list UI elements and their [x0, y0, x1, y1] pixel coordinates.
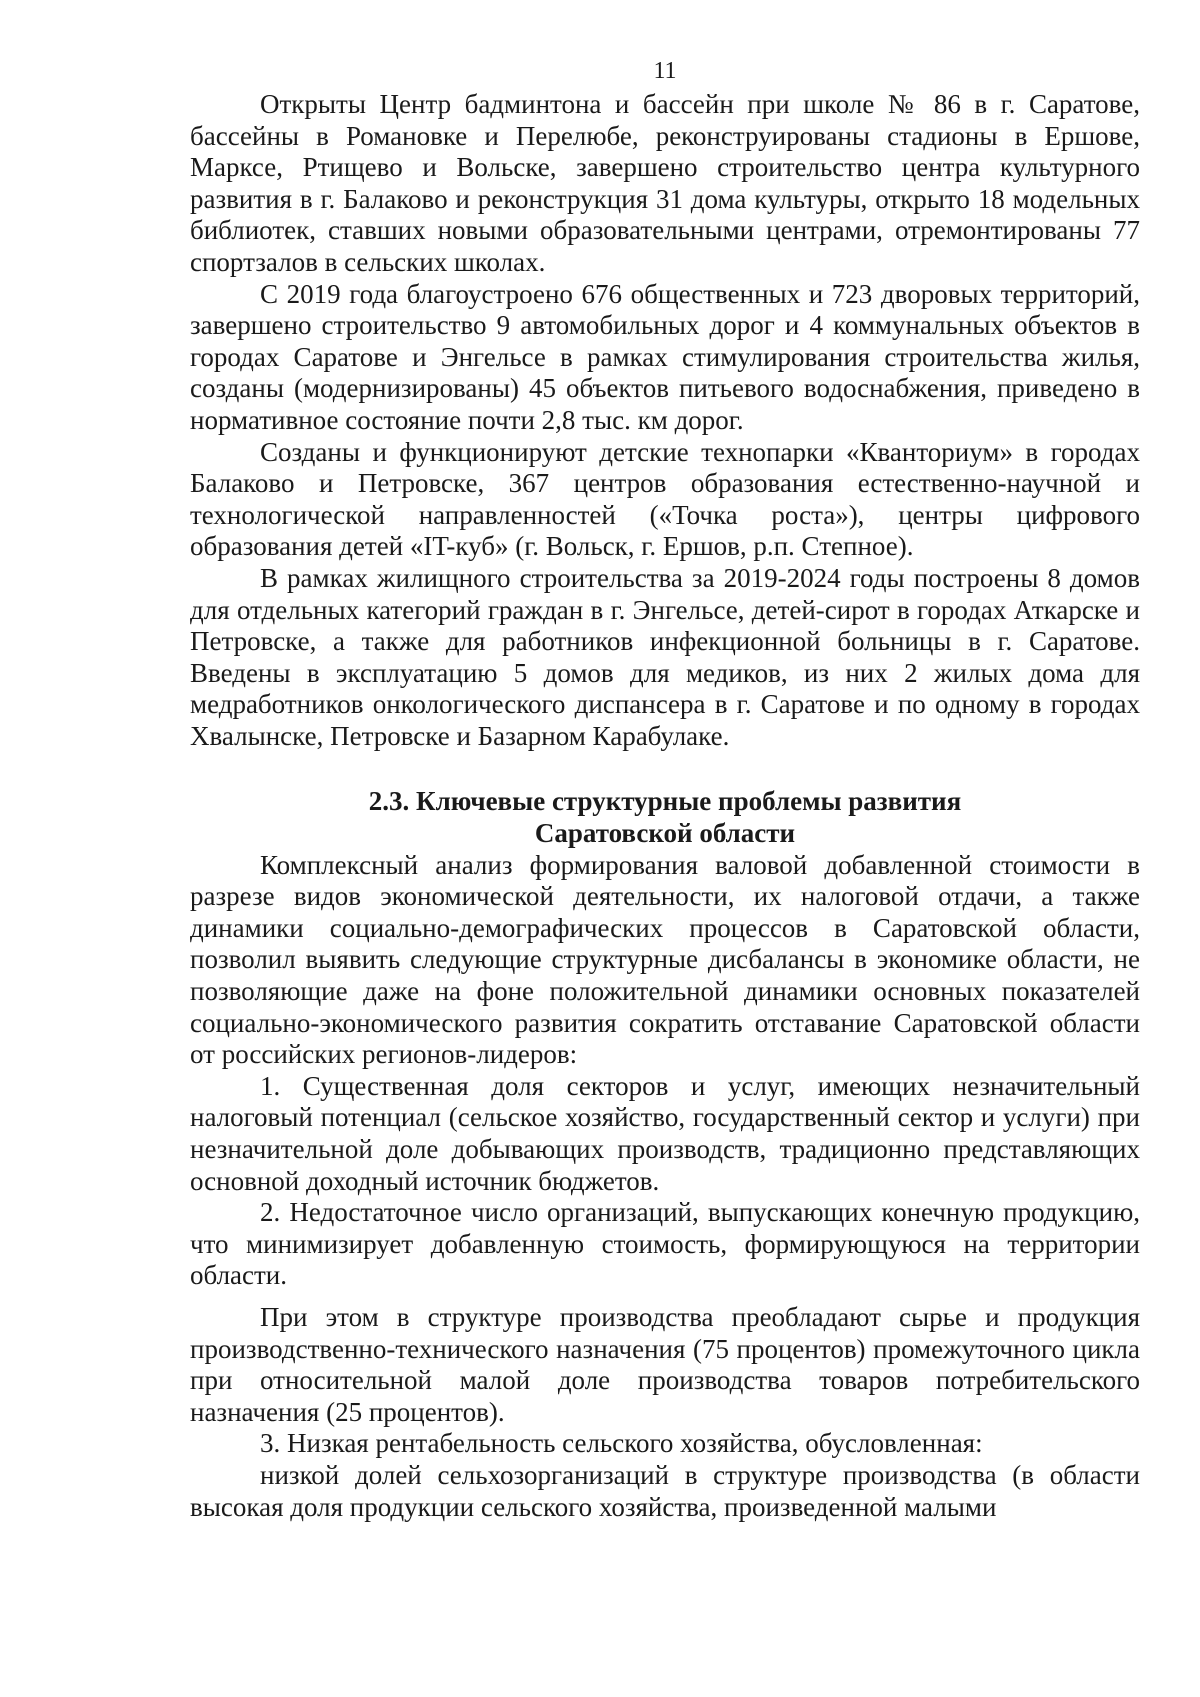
document-page: [190, 56, 1140, 1523]
section-heading-line-1: 2.3. Ключевые структурные проблемы развития: [368, 786, 962, 817]
paragraph-item-2: 2. Недостаточное число организаций, выпускающих конечную продукцию, что минимизирует добавленную стоимость, формирующуюся на территории области.: [190, 1197, 1140, 1291]
paragraph-item-3: 3. Низкая рентабельность сельского хозяйства, обусловленная:: [260, 1428, 983, 1459]
paragraph-sports-culture: Открыты Центр бадминтона и бассейн при школе № 86 в г. Саратове, бассейны в Романовке и Перелюбе, реконструированы стадионы в Ершове, Марксе, Ртищево и Вольске, завершено строительство центра культурного развития в г. Балаково и реконструкция 31 дома культуры, открыто 18 модельных библиотек, ставших новыми образовательными центрами, отремонтированы 77 спортзалов в сельских школах.: [190, 89, 1140, 277]
paragraph-technoparks: Созданы и функционируют детские технопарки «Кванториум» в городах Балаково и Петровске, 367 центров образования естественно-научной и технологической направленностей («Точка роста»), центры цифрового образования детей «IT-куб» (г. Вольск, г. Ершов, р.п. Степное).: [190, 436, 1140, 562]
section-heading-line-2: Саратовской области: [534, 818, 796, 849]
paragraph-improvement: С 2019 года благоустроено 676 общественных и 723 дворовых территорий, завершено строительство 9 автомобильных дорог и 4 коммунальных объектов в городах Саратове и Энгельсе в рамках стимулирования строительства жилья, созданы (модернизированы) 45 объектов питьевого водоснабжения, приведено в нормативное состояние почти 2,8 тыс. км дорог.: [190, 278, 1140, 435]
paragraph-analysis: Комплексный анализ формирования валовой добавленной стоимости в разрезе видов экономической деятельности, их налоговой отдачи, а также динамики социально-демографических процессов в Саратовской области, позволил выявить следующие структурные дисбалансы в экономике области, не позволяющие даже на фоне положительной динамики основных показателей социально-экономического развития сократить отставание Саратовской области от российских регионов-лидеров:: [190, 849, 1140, 1070]
paragraph-item-1: 1. Существенная доля секторов и услуг, имеющих незначительный налоговый потенциал (сельское хозяйство, государственный сектор и услуги) при незначительной доле добывающих производств, традиционно представляющих основной доходный источник бюджетов.: [190, 1070, 1140, 1196]
page-number: 11: [653, 58, 677, 84]
paragraph-production-structure: При этом в структуре производства преобладают сырье и продукция производственно-технического назначения (75 процентов) промежуточного цикла при относительной малой доле производства товаров потребительского назначения (25 процентов).: [190, 1301, 1140, 1427]
paragraph-housing: В рамках жилищного строительства за 2019-2024 годы построены 8 домов для отдельных категорий граждан в г. Энгельсе, детей-сирот в городах Аткарске и Петровске, а также для работников инфекционной больницы в г. Саратове. Введены в эксплуатацию 5 домов для медиков, из них 2 жилых дома для медработников онкологического диспансера в г. Саратове и по одному в городах Хвалынске, Петровске и Базарном Карабулаке.: [190, 562, 1140, 751]
paragraph-agriculture-share: низкой долей сельхозорганизаций в структуре производства (в области высокая доля продукции сельского хозяйства, произведенной малыми: [190, 1459, 1140, 1522]
section-heading: [190, 786, 1140, 849]
